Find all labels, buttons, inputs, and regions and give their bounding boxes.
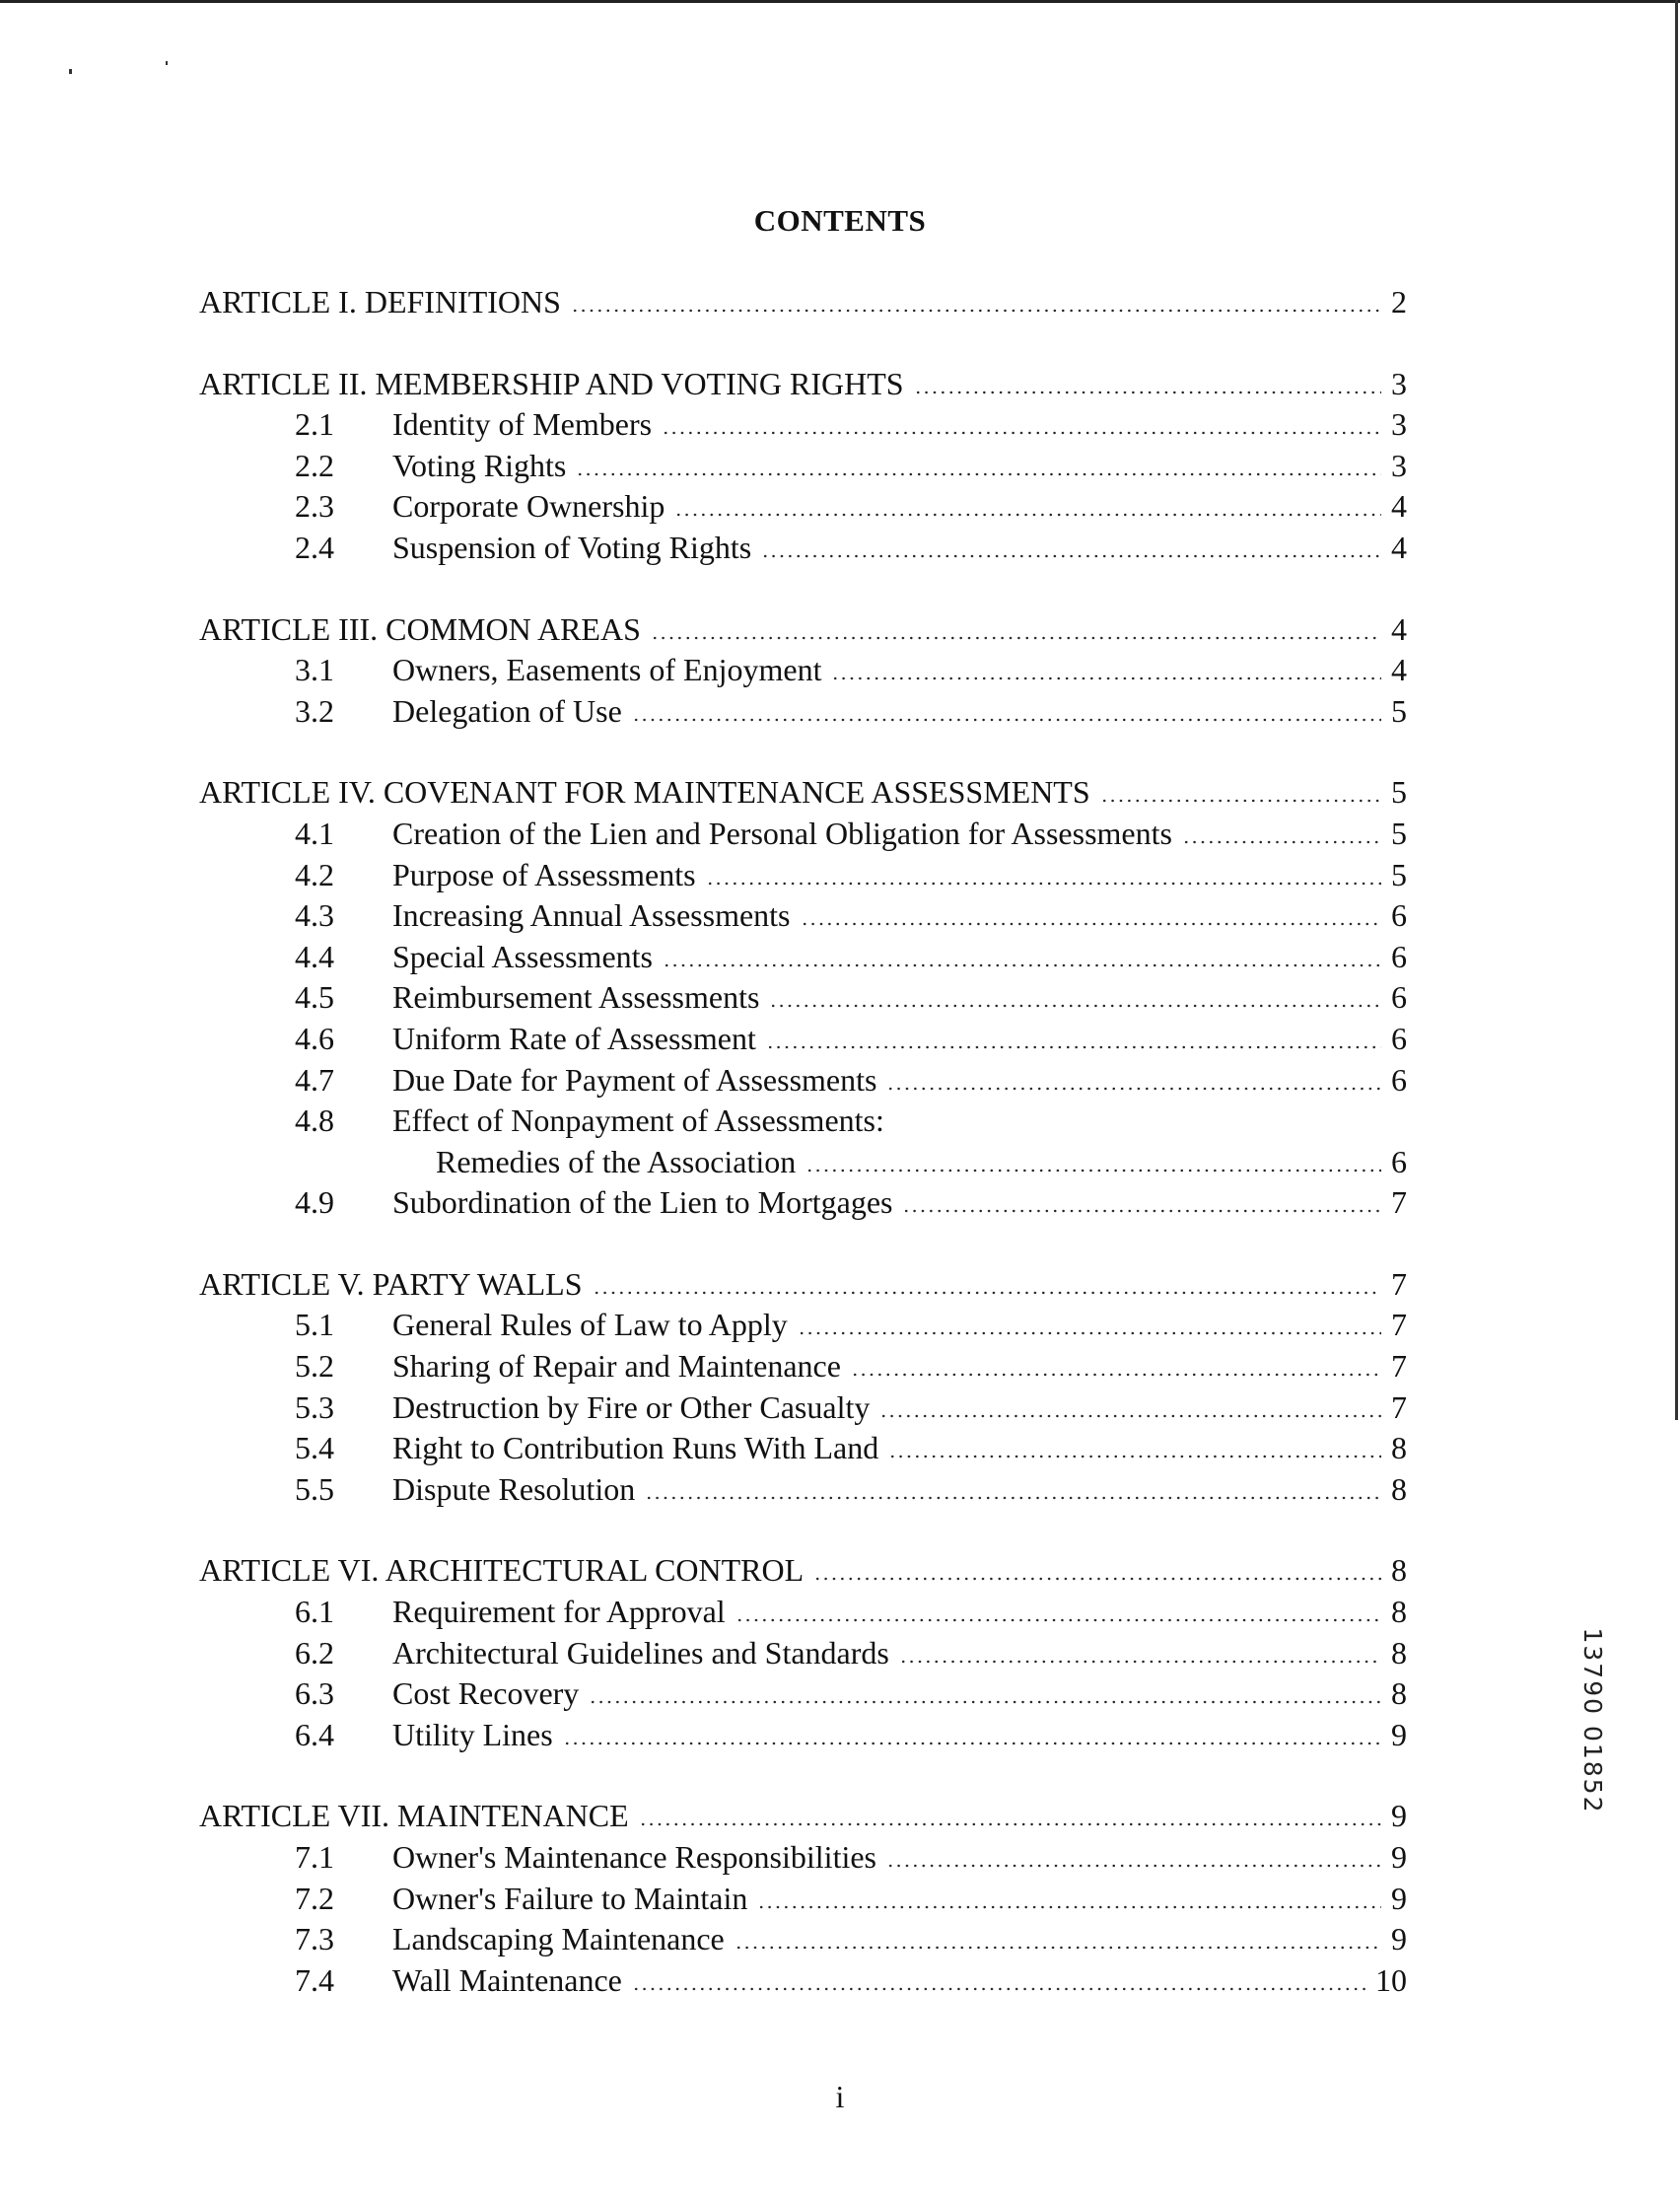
section-number: 2.3 — [295, 488, 334, 525]
section-title: Purpose of Assessments — [392, 856, 696, 892]
dot-leader — [571, 301, 1381, 313]
section-number: 4.6 — [295, 1020, 334, 1056]
section-page-number: 6 — [1391, 1143, 1407, 1179]
toc-section-entry[interactable] — [199, 1960, 1407, 2002]
dot-leader — [563, 1734, 1381, 1745]
toc-section-entry[interactable] — [199, 1019, 1407, 1060]
section-title: Due Date for Payment of Assessments — [392, 1061, 877, 1098]
section-page-number: 9 — [1391, 1880, 1407, 1916]
section-number: 5.2 — [295, 1348, 334, 1385]
section-number: 5.5 — [295, 1470, 334, 1507]
toc-section-entry[interactable] — [199, 1428, 1407, 1469]
section-number: 4.1 — [295, 815, 334, 851]
toc-section-entry[interactable] — [199, 977, 1407, 1019]
section-title: Owner's Maintenance Responsibilities — [392, 1839, 876, 1875]
section-number: 4.4 — [295, 938, 334, 974]
section-title: Uniform Rate of Assessment — [392, 1020, 756, 1056]
section-number: 4.8 — [295, 1102, 334, 1139]
article-group — [199, 1796, 1407, 2001]
toc-article-entry[interactable] — [199, 772, 1407, 814]
section-title: Utility Lines — [392, 1716, 553, 1752]
section-number: 6.1 — [295, 1594, 334, 1630]
article-title: ARTICLE VI. ARCHITECTURAL CONTROL — [199, 1552, 805, 1589]
section-page-number: 6 — [1391, 1061, 1407, 1098]
dot-leader — [632, 1979, 1369, 1991]
section-number: 5.3 — [295, 1388, 334, 1425]
article-page-number: 7 — [1391, 1265, 1407, 1302]
scan-speck — [166, 61, 168, 65]
toc-section-entry[interactable] — [199, 404, 1407, 446]
toc-section-entry[interactable] — [199, 650, 1407, 691]
section-title-continuation: Remedies of the Association — [436, 1143, 797, 1179]
dot-leader — [639, 1814, 1381, 1826]
section-title: Reimbursement Assessments — [392, 979, 760, 1016]
section-page-number: 6 — [1391, 938, 1407, 974]
toc-section-entry[interactable] — [199, 528, 1407, 569]
article-title: ARTICLE III. COMMON AREAS — [199, 610, 641, 647]
article-title: ARTICLE IV. COVENANT FOR MAINTENANCE ASSESSMENTS — [199, 774, 1090, 811]
article-title: ARTICLE VII. MAINTENANCE — [199, 1798, 629, 1834]
dot-leader — [769, 996, 1381, 1008]
section-page-number: 9 — [1391, 1716, 1407, 1752]
toc-article-entry[interactable] — [199, 609, 1407, 651]
section-number: 2.2 — [295, 447, 334, 483]
toc-section-entry[interactable] — [199, 446, 1407, 487]
dot-leader — [632, 710, 1381, 722]
section-number: 6.2 — [295, 1634, 334, 1671]
section-page-number: 8 — [1391, 1634, 1407, 1671]
toc-section-entry[interactable] — [199, 895, 1407, 937]
section-page-number: 5 — [1391, 856, 1407, 892]
section-page-number: 9 — [1391, 1839, 1407, 1875]
section-title: Owners, Easements of Enjoyment — [392, 652, 822, 688]
section-title: Landscaping Maintenance — [392, 1921, 725, 1957]
toc-article-entry[interactable] — [199, 282, 1407, 323]
section-title: Dispute Resolution — [392, 1470, 636, 1507]
article-page-number: 9 — [1391, 1798, 1407, 1834]
toc-article-entry[interactable] — [199, 1550, 1407, 1592]
section-page-number: 5 — [1391, 692, 1407, 729]
section-page-number: 3 — [1391, 406, 1407, 443]
toc-section-entry[interactable] — [199, 1715, 1407, 1756]
dot-leader — [805, 1161, 1381, 1173]
toc-section-entry[interactable] — [199, 1346, 1407, 1387]
section-number: 7.2 — [295, 1880, 334, 1916]
toc-section-entry[interactable] — [199, 1305, 1407, 1346]
section-number: 3.1 — [295, 652, 334, 688]
toc-section-entry[interactable] — [199, 1633, 1407, 1674]
article-title: ARTICLE I. DEFINITIONS — [199, 284, 561, 320]
section-page-number: 6 — [1391, 1020, 1407, 1056]
dot-leader — [879, 1406, 1381, 1418]
section-number: 4.9 — [295, 1184, 334, 1221]
section-title: Sharing of Repair and Maintenance — [392, 1348, 841, 1385]
side-stamp — [1568, 1584, 1607, 1870]
toc-section-entry[interactable] — [199, 1101, 1407, 1142]
article-page-number: 4 — [1391, 610, 1407, 647]
toc-section-entry[interactable] — [199, 937, 1407, 978]
article-group — [199, 772, 1407, 1224]
section-title: Right to Contribution Runs With Land — [392, 1430, 879, 1466]
section-number: 4.5 — [295, 979, 334, 1016]
section-title: Effect of Nonpayment of Assessments: — [392, 1102, 884, 1139]
section-number: 3.2 — [295, 692, 334, 729]
dot-leader — [888, 1447, 1381, 1458]
toc-section-entry[interactable] — [199, 1387, 1407, 1429]
section-number: 4.7 — [295, 1061, 334, 1098]
dot-leader — [735, 1610, 1381, 1622]
dot-leader — [589, 1692, 1381, 1704]
dot-leader — [886, 1079, 1381, 1091]
section-number: 7.4 — [295, 1961, 334, 1998]
dot-leader — [663, 956, 1381, 967]
article-group — [199, 282, 1407, 323]
section-number: 5.1 — [295, 1307, 334, 1343]
section-page-number: 7 — [1391, 1388, 1407, 1425]
section-title: Suspension of Voting Rights — [392, 529, 752, 565]
section-page-number: 6 — [1391, 979, 1407, 1016]
section-title: Increasing Annual Assessments — [392, 897, 791, 934]
toc-section-entry[interactable] — [199, 1919, 1407, 1960]
section-title: Voting Rights — [392, 447, 567, 483]
toc-section-entry[interactable] — [199, 814, 1407, 855]
toc-section-entry[interactable] — [199, 1469, 1407, 1511]
dot-leader — [1100, 791, 1381, 803]
scan-speck — [69, 69, 72, 74]
article-group — [199, 1550, 1407, 1755]
section-number: 7.3 — [295, 1921, 334, 1957]
dot-leader — [801, 914, 1382, 926]
dot-leader — [914, 383, 1381, 394]
dot-leader — [593, 1283, 1381, 1295]
section-page-number: 5 — [1391, 815, 1407, 851]
section-number: 7.1 — [295, 1839, 334, 1875]
scan-top-edge — [0, 0, 1680, 3]
section-page-number: 8 — [1391, 1470, 1407, 1507]
section-page-number: 4 — [1391, 652, 1407, 688]
section-page-number: 7 — [1391, 1348, 1407, 1385]
toc-article-entry[interactable] — [199, 364, 1407, 405]
section-title: Owner's Failure to Maintain — [392, 1880, 748, 1916]
dot-leader — [651, 628, 1381, 640]
section-title: Corporate Ownership — [392, 488, 665, 525]
section-page-number: 4 — [1391, 488, 1407, 525]
section-title: Special Assessments — [392, 938, 653, 974]
section-number: 6.4 — [295, 1716, 334, 1752]
section-title: Cost Recovery — [392, 1675, 580, 1712]
article-page-number: 8 — [1391, 1552, 1407, 1589]
section-title: Subordination of the Lien to Mortgages — [392, 1184, 893, 1221]
article-group — [199, 364, 1407, 569]
dot-leader — [761, 546, 1381, 558]
page-title: CONTENTS — [753, 203, 927, 238]
section-number: 6.3 — [295, 1675, 334, 1712]
section-number: 4.2 — [295, 856, 334, 892]
dot-leader — [851, 1365, 1381, 1377]
dot-leader — [886, 1856, 1381, 1868]
article-title: ARTICLE V. PARTY WALLS — [199, 1265, 583, 1302]
dot-leader — [735, 1938, 1381, 1950]
section-page-number: 8 — [1391, 1430, 1407, 1466]
section-title: Identity of Members — [392, 406, 653, 443]
section-page-number: 9 — [1391, 1921, 1407, 1957]
section-page-number: 8 — [1391, 1675, 1407, 1712]
section-page-number: 4 — [1391, 529, 1407, 565]
toc-section-entry[interactable] — [199, 486, 1407, 528]
section-title: Delegation of Use — [392, 692, 622, 729]
article-title: ARTICLE II. MEMBERSHIP AND VOTING RIGHTS — [199, 365, 904, 401]
table-of-contents — [199, 282, 1407, 2041]
side-stamp-text: 13790 01852 — [1578, 1627, 1607, 1814]
section-title: Wall Maintenance — [392, 1961, 622, 1998]
dot-leader — [902, 1201, 1381, 1213]
section-number: 5.4 — [295, 1430, 334, 1466]
section-number: 2.4 — [295, 529, 334, 565]
article-page-number: 3 — [1391, 365, 1407, 401]
article-group — [199, 1264, 1407, 1511]
section-title: Requirement for Approval — [392, 1594, 726, 1630]
article-group — [199, 609, 1407, 733]
toc-section-entry[interactable] — [199, 1592, 1407, 1633]
section-page-number: 7 — [1391, 1307, 1407, 1343]
dot-leader — [757, 1897, 1381, 1909]
dot-leader — [831, 669, 1381, 680]
article-page-number: 5 — [1391, 774, 1407, 811]
section-page-number: 3 — [1391, 447, 1407, 483]
toc-section-entry[interactable] — [199, 691, 1407, 733]
dot-leader — [899, 1652, 1381, 1664]
toc-section-entry[interactable] — [199, 1182, 1407, 1224]
page-number: i — [835, 2079, 845, 2114]
dot-leader — [798, 1323, 1381, 1335]
section-title: General Rules of Law to Apply — [392, 1307, 788, 1343]
article-page-number: 2 — [1391, 284, 1407, 320]
section-page-number: 7 — [1391, 1184, 1407, 1221]
section-page-number: 6 — [1391, 897, 1407, 934]
toc-section-entry[interactable] — [199, 1837, 1407, 1879]
toc-section-entry[interactable] — [199, 1060, 1407, 1102]
toc-section-entry[interactable] — [199, 1879, 1407, 1920]
toc-section-entry[interactable] — [199, 1673, 1407, 1715]
section-number: 4.3 — [295, 897, 334, 934]
dot-leader — [813, 1569, 1381, 1581]
section-page-number: 10 — [1375, 1961, 1407, 1998]
section-page-number: 8 — [1391, 1594, 1407, 1630]
toc-section-entry[interactable] — [199, 855, 1407, 896]
dot-leader — [662, 423, 1381, 435]
dot-leader — [766, 1037, 1381, 1049]
dot-leader — [645, 1488, 1381, 1500]
toc-article-entry[interactable] — [199, 1796, 1407, 1837]
dot-leader — [674, 505, 1381, 517]
dot-leader — [706, 874, 1381, 886]
section-title: Destruction by Fire or Other Casualty — [392, 1388, 871, 1425]
dot-leader — [1182, 832, 1381, 844]
toc-section-continuation[interactable] — [199, 1142, 1407, 1183]
toc-article-entry[interactable] — [199, 1264, 1407, 1306]
section-title: Architectural Guidelines and Standards — [392, 1634, 889, 1671]
dot-leader — [576, 464, 1381, 476]
section-title: Creation of the Lien and Personal Obligation for Assessments — [392, 815, 1172, 851]
section-number: 2.1 — [295, 406, 334, 443]
